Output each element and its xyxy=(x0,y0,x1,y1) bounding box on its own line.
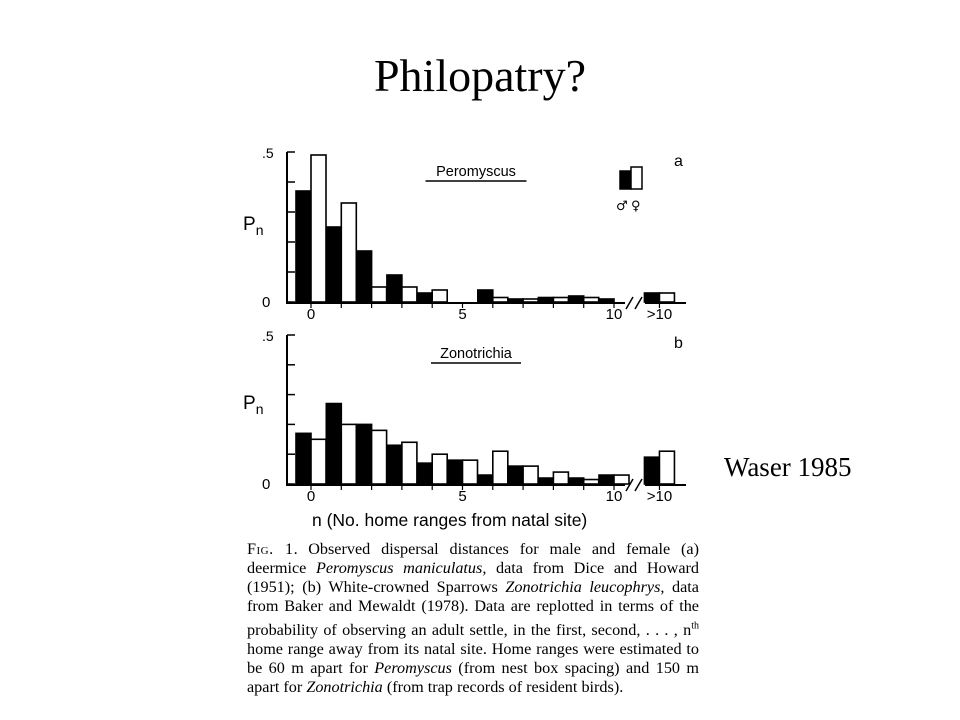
bar-male xyxy=(538,298,553,303)
bar-female xyxy=(659,451,674,484)
caption-body xyxy=(247,540,699,696)
caption-segment: Peromyscus xyxy=(374,658,452,677)
bar-female xyxy=(493,451,508,484)
bar-male xyxy=(644,293,659,302)
bar-male xyxy=(508,466,523,484)
bar-male xyxy=(387,445,402,484)
y-axis-label: $P_n$ xyxy=(243,393,264,417)
slide-title: Philopatry? xyxy=(373,50,587,101)
bar-male xyxy=(417,293,432,302)
x-axis-label: n (No. home ranges from natal site) xyxy=(312,510,588,530)
bar-male xyxy=(569,296,584,302)
x-tick-label: 0 xyxy=(306,306,316,323)
bar-female xyxy=(341,203,356,302)
bar-male xyxy=(644,457,659,484)
bar-female xyxy=(432,454,447,484)
x-tick-label: 10 xyxy=(605,306,623,323)
bar-female xyxy=(493,298,508,303)
bar-male xyxy=(326,227,341,302)
y-tick-label: .5 xyxy=(262,328,274,344)
caption-segment: (from nest box spacing) and 150 m apart for xyxy=(247,658,699,697)
caption-segment: Peromyscus maniculatus, xyxy=(315,559,487,578)
y-tick-label: 0 xyxy=(262,476,271,493)
bar-female xyxy=(659,293,674,302)
bar-male xyxy=(569,478,584,484)
bar-female xyxy=(372,287,387,302)
caption-segment: home range away from its natal site. Home ranges were estimated to be 60 m apart for xyxy=(247,639,699,677)
x-tick-label: 5 xyxy=(458,306,467,323)
legend-symbol-female: ♀ xyxy=(631,199,641,214)
bar-male xyxy=(448,460,463,484)
bar-male xyxy=(387,275,402,302)
bar-female xyxy=(523,299,538,302)
y-tick-label: .5 xyxy=(262,145,274,161)
axis-break-mark xyxy=(635,297,642,309)
bar-female xyxy=(463,460,478,484)
bar-male xyxy=(357,424,372,484)
legend-swatch-female xyxy=(631,167,642,189)
y-tick-label: 0 xyxy=(262,294,271,311)
panel-letter: a xyxy=(674,153,683,170)
x-tick-label: 5 xyxy=(458,488,467,505)
bar-male xyxy=(296,191,311,302)
citation: Waser 1985 xyxy=(724,452,852,482)
bar-male xyxy=(478,290,493,302)
panel-title: Zonotrichia xyxy=(440,346,512,362)
x-tick-label: 10 xyxy=(605,488,623,505)
caption-segment: (from trap records of resident birds). xyxy=(382,678,624,697)
caption-segment: Zonotrichia leucophrys, xyxy=(505,578,665,597)
bar-male xyxy=(357,251,372,302)
x-tick-label: >10 xyxy=(646,488,673,505)
bar-male xyxy=(478,475,493,484)
bar-male xyxy=(538,478,553,484)
bar-male xyxy=(599,299,614,302)
bar-male xyxy=(417,463,432,484)
caption-segment: Observed dispersal distances for male and female (a) deermice xyxy=(247,540,699,578)
x-tick-label: >10 xyxy=(646,306,673,323)
axis-break-mark xyxy=(635,479,642,491)
panel-title: Peromyscus xyxy=(436,164,516,180)
bar-female xyxy=(341,424,356,484)
bar-female xyxy=(553,472,568,484)
bar-female xyxy=(311,155,326,302)
caption-segment: Zonotrichia xyxy=(306,678,383,697)
bar-female xyxy=(311,439,326,484)
legend-symbol-male: ♂ xyxy=(616,199,628,214)
bar-female xyxy=(584,298,599,303)
bar-female xyxy=(432,290,447,302)
x-tick-label: 0 xyxy=(306,488,316,505)
bar-male xyxy=(296,433,311,484)
bar-male xyxy=(326,404,341,484)
figure-caption xyxy=(247,540,699,697)
caption-segment: data from Baker and Mewaldt (1978). Data are replotted in terms of the probability of observing an adult settle, in the first, second, . . . , n xyxy=(247,578,699,639)
bar-male xyxy=(599,475,614,484)
bar-female xyxy=(584,480,599,484)
bar-female xyxy=(402,287,417,302)
y-axis-label: $P_n$ xyxy=(243,214,264,238)
caption-label: Fig. 1. xyxy=(247,540,299,558)
bar-female xyxy=(372,430,387,484)
caption-segment: th xyxy=(691,620,699,632)
panel-letter: b xyxy=(674,335,683,352)
bar-male xyxy=(508,299,523,302)
caption-segment: data from Dice and Howard (1951); (b) White-crowned Sparrows xyxy=(247,559,699,597)
legend-swatch-male xyxy=(620,171,631,189)
axis-break-mark xyxy=(626,297,633,309)
bar-female xyxy=(523,466,538,484)
bar-female xyxy=(614,475,629,484)
bar-female xyxy=(402,442,417,484)
bar-female xyxy=(553,298,568,303)
